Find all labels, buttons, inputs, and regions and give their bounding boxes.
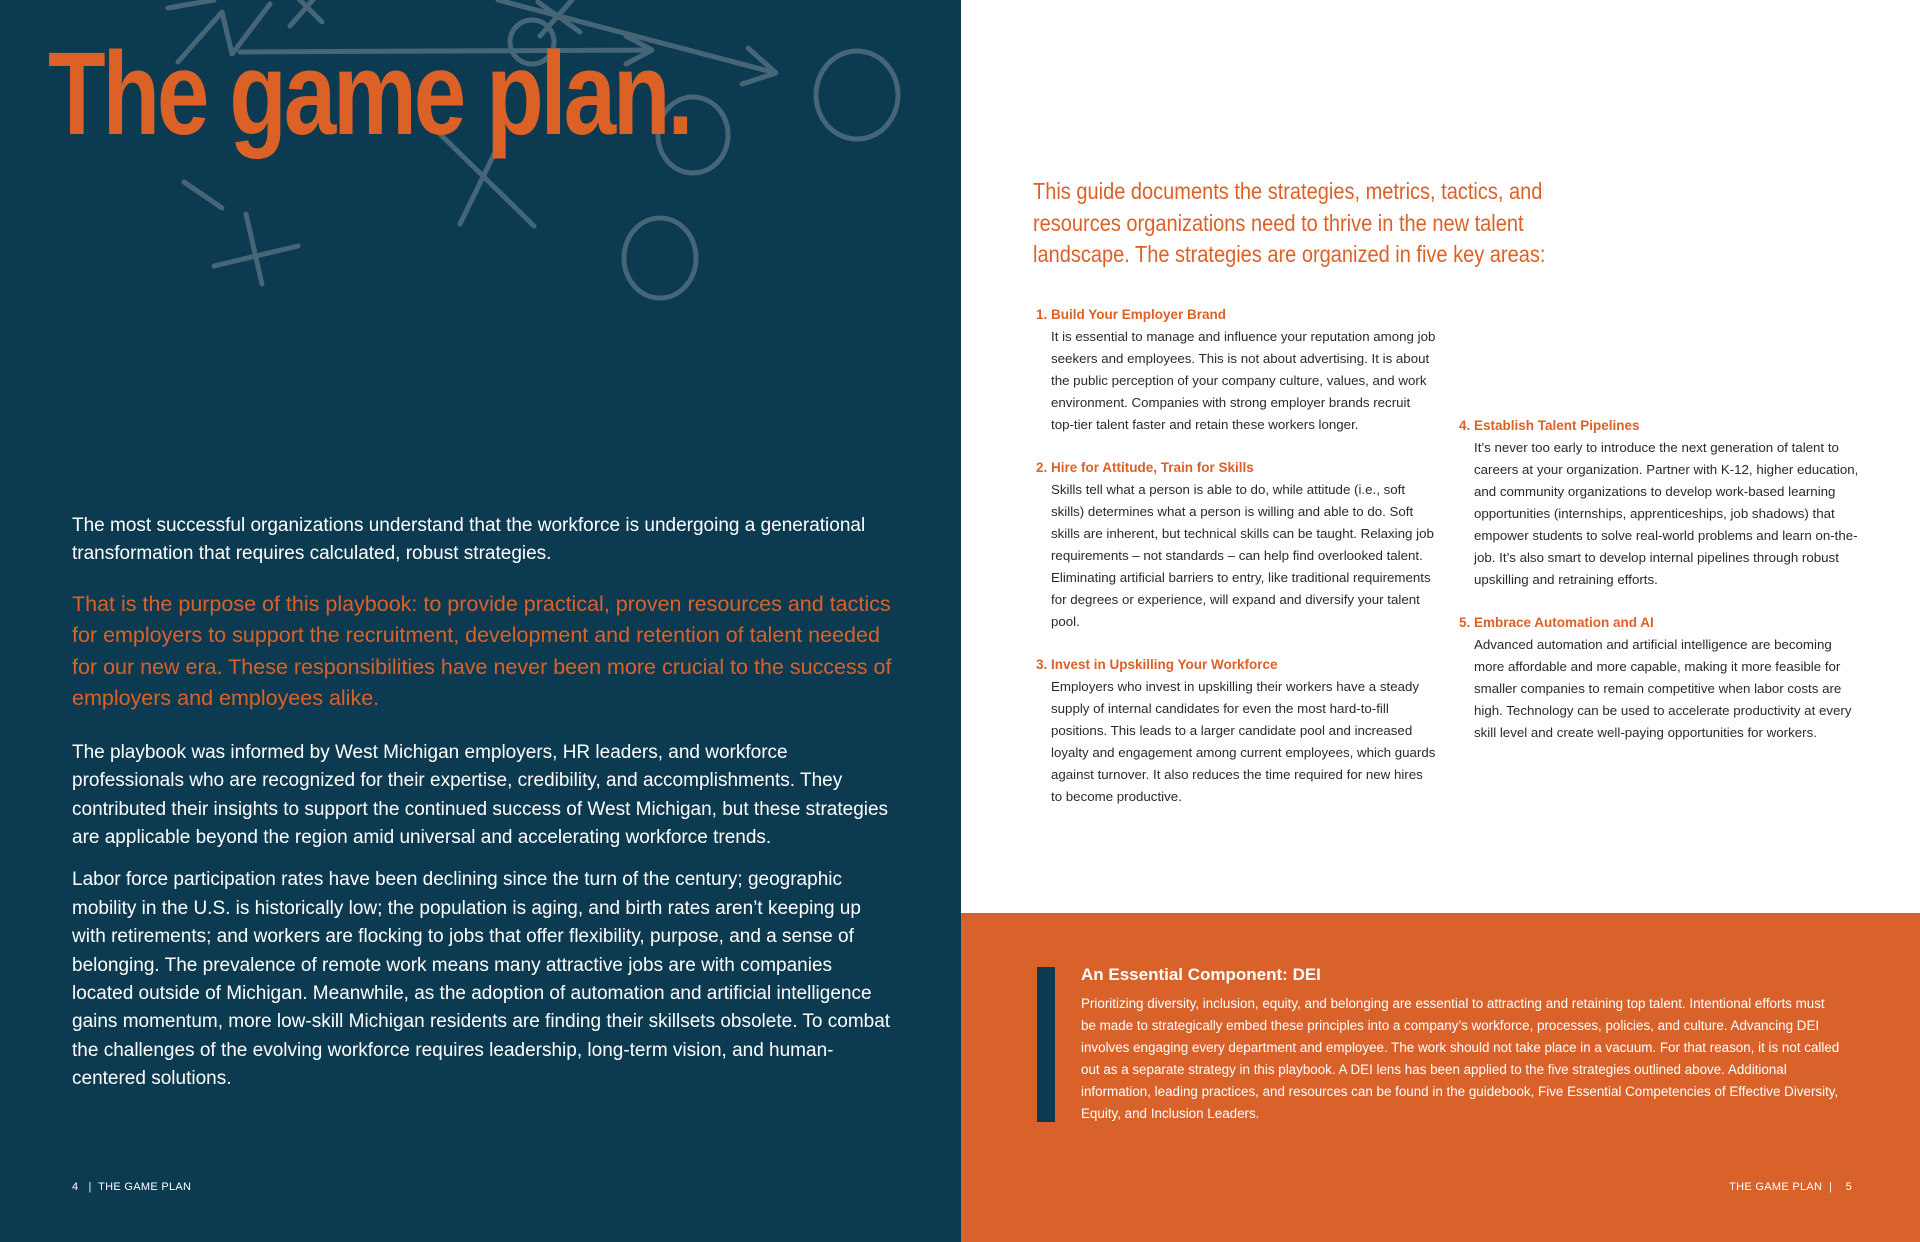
dei-callout-band [961, 913, 1920, 1242]
dei-accent-bar [1037, 967, 1055, 1122]
page-folio-right: THE GAME PLAN | 5 [1729, 1181, 1852, 1193]
strategy-section [1036, 654, 1436, 808]
strategy-body: Advanced automation and artificial intelligence are becoming more affordable and more capable, making it more feasible for smaller companies to remain competitive when labor costs are high. Technology can be used to accelerate productivity at every skill level and create well-paying opportunities for workers. [1474, 637, 1852, 740]
strategy-title: 3. Invest in Upskilling Your Workforce [1036, 657, 1278, 672]
strategies-column-left [1036, 304, 1436, 829]
intro-paragraph: The most successful organizations understand that the workforce is undergoing a generational transformation that requires calculated, robust strategies. [72, 515, 866, 565]
dei-title: An Essential Component: DEI [1081, 965, 1321, 984]
strategy-section [1036, 304, 1436, 436]
chalk-o-1 [816, 51, 898, 139]
strategy-section [1459, 415, 1859, 591]
strategy-title: 1. Build Your Employer Brand [1036, 307, 1227, 322]
body-paragraph: Labor force participation rates have been declining since the turn of the century; geographic mobility in the U.S. is historically low; the population is aging, and birth rates aren’t keeping up with retirements; and workers are flocking to jobs that offer flexibility, purpose, and a sense of belonging. The prevalence of remote work means many attractive jobs are with companies located outside of Michigan. Meanwhile, as the adoption of automation and artificial intelligence gains momentum, more low-skill Michigan residents are finding their skillsets obsolete. To combat the challenges of the evolving workforce requires leadership, long-term vision, and human-centered solutions. [72, 869, 891, 1090]
strategy-title: 2. Hire for Attitude, Train for Skills [1036, 460, 1254, 475]
intro-lead: This guide documents the strategies, metrics, tactics, and resources organizations need to thrive in the new talent landscape. The strategies are organized in five key areas: [1033, 178, 1546, 267]
left-body-text [72, 512, 892, 1094]
dei-body: Prioritizing diversity, inclusion, equity, and belonging are essential to attracting and retaining top talent. Intentional efforts must be made to strategically embed these principles into a company’s workforce, processes, policies, and culture. Advancing DEI involves engaging every department and employee. The work should not take place in a vacuum. For that reason, it is not called out as a separate strategy in this playbook. A DEI lens has been applied to the five strategies outlined above. Additional information, leading practices, and resources can be found in the guidebook, Five Essential Competencies of Effective Diversity, Equity, and Inclusion Leaders. [1081, 996, 1840, 1121]
strategy-body: It is essential to manage and influence your reputation among job seekers and employees. This is not about advertising. It is about the public perception of your company culture, values, and work environment. Companies with strong employer brands recruit top-tier talent faster and retain these workers longer. [1051, 329, 1436, 432]
strategy-body: Employers who invest in upskilling their workers have a steady supply of internal candidates for even the most hard-to-fill positions. This leads to a larger candidate pool and increased loyalty and engagement among current employees, which guards against turnover. It also reduces the time required for new hires to become productive. [1051, 679, 1436, 804]
chalk-x-3 [214, 214, 298, 284]
right-page [961, 0, 1920, 1242]
strategy-body: Skills tell what a person is able to do, while attitude (i.e., soft skills) determines what a person is willing and able to do. Soft skills are inherent, but technical skills can be taught. Relaxing job requirements – not standards – can help find overlooked talent. Eliminating artificial barriers to entry, like traditional requirements for degrees or experience, will expand and diversify your talent pool. [1051, 482, 1434, 629]
strategies-column-right [1459, 415, 1859, 765]
body-paragraph: The playbook was informed by West Michigan employers, HR leaders, and workforce professionals who are recognized for their expertise, credibility, and accomplishments. They contributed their insights to support the continued success of West Michigan, but these strategies are applicable beyond the region amid universal and accelerating workforce trends. [72, 741, 889, 849]
pull-quote: That is the purpose of this playbook: to provide practical, proven resources and tactics for employers to support the recruitment, development and retention of talent needed for our new era. These responsibilities have never been more crucial to the success of employers and employees alike. [72, 591, 892, 711]
page-title: The game plan. [48, 28, 691, 160]
page-folio-left: 4 | THE GAME PLAN [72, 1181, 192, 1193]
dei-callout [1081, 963, 1841, 1125]
chalk-x-4 [184, 182, 222, 208]
strategy-section [1036, 457, 1436, 633]
strategy-body: It’s never too early to introduce the next generation of talent to careers at your organization. Partner with K-12, higher education, and community organizations to develop work-based learning opportunities (internships, apprenticeships, job shadows) that empower students to solve real-world problems and learn on-the-job. It’s also smart to develop internal pipelines through robust upskilling and retraining efforts. [1474, 440, 1859, 587]
strategy-title: 5. Embrace Automation and AI [1459, 615, 1654, 630]
strategy-section [1459, 612, 1859, 744]
strategy-title: 4. Establish Talent Pipelines [1459, 418, 1640, 433]
chalk-o-3 [624, 218, 696, 298]
